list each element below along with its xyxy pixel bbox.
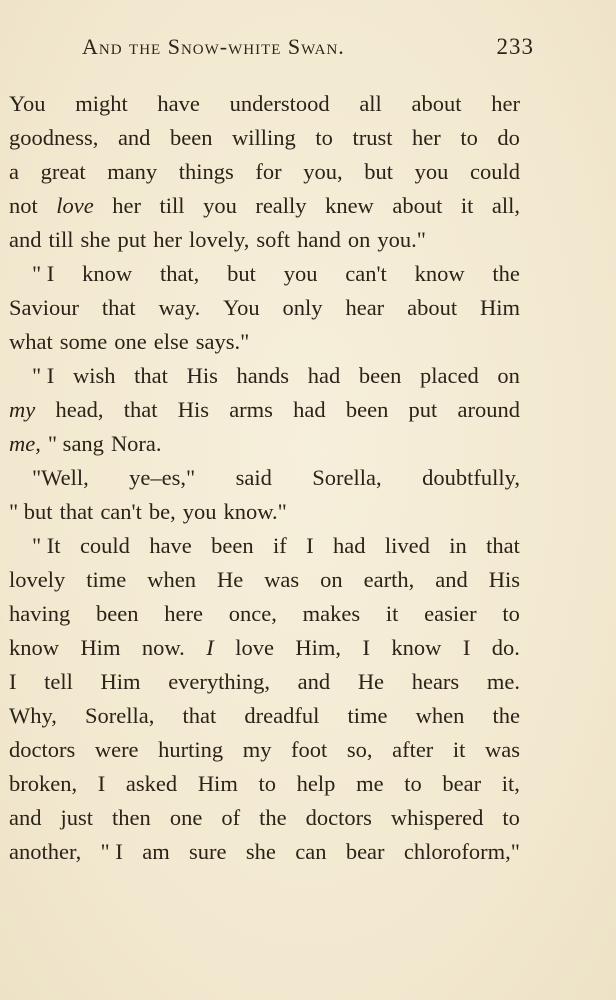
word: doctors xyxy=(9,737,76,762)
word: on xyxy=(320,567,343,592)
text-line xyxy=(9,291,520,325)
word: around xyxy=(457,397,520,422)
body-text xyxy=(9,87,520,869)
word: wish xyxy=(72,363,116,388)
word: could xyxy=(79,533,130,558)
word: ye–es," xyxy=(129,465,196,490)
word: was xyxy=(264,567,300,592)
word: been xyxy=(358,363,402,388)
word: me, xyxy=(9,431,41,456)
word: to xyxy=(502,601,520,626)
word: till xyxy=(159,193,185,218)
word: all, xyxy=(491,193,520,218)
text-line xyxy=(9,393,520,427)
word: and xyxy=(9,227,42,252)
word: lived xyxy=(384,533,430,558)
text-line xyxy=(9,87,520,121)
word: to xyxy=(460,125,478,150)
word: hear xyxy=(345,295,385,320)
word: bear xyxy=(345,839,385,864)
word: chloroform," xyxy=(403,839,520,864)
word: Saviour xyxy=(9,295,79,320)
text-line xyxy=(9,495,520,529)
word: You xyxy=(223,295,260,320)
word: of xyxy=(221,805,241,830)
word: but xyxy=(364,159,394,184)
word: about xyxy=(407,295,458,320)
word: so, xyxy=(346,737,373,762)
text-line xyxy=(9,563,520,597)
word: Sorella, xyxy=(312,465,382,490)
word: then xyxy=(112,805,151,830)
word: placed xyxy=(420,363,479,388)
word: I xyxy=(9,669,17,694)
word: to xyxy=(502,805,520,830)
word: you xyxy=(182,499,217,524)
word: only xyxy=(282,295,323,320)
word: her xyxy=(412,125,441,150)
word: great xyxy=(40,159,86,184)
word: on xyxy=(347,227,371,252)
word: when xyxy=(147,567,196,592)
word: can xyxy=(295,839,327,864)
word: about xyxy=(392,193,443,218)
text-line xyxy=(9,461,520,495)
page-number: 233 xyxy=(496,34,534,59)
word: really xyxy=(255,193,307,218)
text-line xyxy=(9,597,520,631)
word: Why, xyxy=(9,703,57,728)
word: and xyxy=(297,669,331,694)
word: in xyxy=(449,533,467,558)
word: said xyxy=(235,465,272,490)
word: Him xyxy=(80,635,121,660)
word: lovely xyxy=(9,567,66,592)
word: my xyxy=(9,397,36,422)
word: love xyxy=(56,193,94,218)
word: had xyxy=(333,533,366,558)
word: another, xyxy=(9,839,82,864)
text-line xyxy=(9,665,520,699)
word: you xyxy=(283,261,318,286)
text-line xyxy=(9,121,520,155)
word: whispered xyxy=(390,805,484,830)
word: when xyxy=(415,703,465,728)
word: all xyxy=(359,91,382,116)
text-line xyxy=(9,835,520,869)
running-head xyxy=(82,30,534,64)
word: been xyxy=(170,125,213,150)
word: she xyxy=(245,839,276,864)
word: you, xyxy=(303,159,343,184)
word: help xyxy=(296,771,336,796)
text-line xyxy=(9,155,520,189)
word: and xyxy=(435,567,468,592)
word: hand xyxy=(297,227,341,252)
word: here xyxy=(164,601,203,626)
word: arms xyxy=(229,397,273,422)
word: have xyxy=(149,533,192,558)
word: you." xyxy=(377,227,426,252)
word: some xyxy=(59,329,108,354)
text-line xyxy=(9,699,520,733)
text-line xyxy=(9,767,520,801)
word: know xyxy=(414,261,465,286)
word: dreadful xyxy=(244,703,320,728)
word: might xyxy=(75,91,128,116)
word: willing xyxy=(232,125,296,150)
word: doctors xyxy=(305,805,372,830)
word: lovely, xyxy=(189,227,250,252)
text-line xyxy=(9,359,520,393)
word: tell xyxy=(44,669,73,694)
text-line xyxy=(9,529,520,563)
word: to xyxy=(315,125,333,150)
word: love xyxy=(235,635,274,660)
word: the xyxy=(492,261,520,286)
word: foot xyxy=(291,737,328,762)
word: " I xyxy=(32,261,55,286)
word: His xyxy=(488,567,520,592)
word: I xyxy=(206,635,214,660)
word: it, xyxy=(501,771,520,796)
word: know xyxy=(391,635,442,660)
word: know." xyxy=(223,499,287,524)
word: now. xyxy=(141,635,185,660)
word: to xyxy=(404,771,422,796)
word: I xyxy=(462,635,471,660)
text-line xyxy=(9,427,520,461)
word: hands xyxy=(236,363,290,388)
word: that xyxy=(134,363,168,388)
word: asked xyxy=(125,771,178,796)
word: do. xyxy=(491,635,520,660)
word: hurting xyxy=(158,737,224,762)
word: can't xyxy=(100,499,142,524)
text-line xyxy=(9,733,520,767)
word: her xyxy=(153,227,183,252)
word: had xyxy=(307,363,341,388)
text-line xyxy=(9,801,520,835)
word: on xyxy=(497,363,520,388)
word: time xyxy=(347,703,388,728)
word: understood xyxy=(229,91,330,116)
word: it xyxy=(385,601,399,626)
word: the xyxy=(492,703,520,728)
word: you xyxy=(203,193,237,218)
word: You xyxy=(9,91,46,116)
word: I xyxy=(362,635,370,660)
word: broken, xyxy=(9,771,78,796)
text-line xyxy=(9,325,520,359)
text-line xyxy=(9,257,520,291)
word: trust xyxy=(352,125,393,150)
word: can't xyxy=(345,261,387,286)
word: put xyxy=(408,397,438,422)
word: His xyxy=(186,363,218,388)
word: things xyxy=(178,159,234,184)
word: just xyxy=(60,805,94,830)
word: Sorella, xyxy=(85,703,155,728)
word: He xyxy=(216,567,244,592)
word: easier xyxy=(424,601,477,626)
word: many xyxy=(107,159,158,184)
word: bear xyxy=(442,771,482,796)
word: not xyxy=(9,193,38,218)
word: and xyxy=(117,125,151,150)
word: " I xyxy=(100,839,123,864)
word: once, xyxy=(228,601,277,626)
word: earth, xyxy=(363,567,415,592)
text-line xyxy=(9,631,520,665)
word: was xyxy=(484,737,520,762)
word: had xyxy=(293,397,326,422)
word: soft xyxy=(256,227,291,252)
word: it xyxy=(460,193,474,218)
word: doubtfully, xyxy=(422,465,520,490)
word: her xyxy=(112,193,142,218)
word: been xyxy=(211,533,254,558)
word: about xyxy=(411,91,462,116)
word: head, xyxy=(55,397,104,422)
word: one xyxy=(169,805,203,830)
running-head-title: And the Snow-white Swan. xyxy=(82,34,345,59)
word: and xyxy=(9,805,42,830)
word: He xyxy=(357,669,385,694)
word: " It xyxy=(32,533,61,558)
word: knew xyxy=(325,193,374,218)
word: everything, xyxy=(168,669,271,694)
word: have xyxy=(157,91,200,116)
word: that, xyxy=(159,261,200,286)
word: if xyxy=(273,533,287,558)
word: having xyxy=(9,601,71,626)
text-line xyxy=(9,223,520,257)
word: my xyxy=(242,737,272,762)
word: makes xyxy=(302,601,361,626)
word: be, xyxy=(148,499,176,524)
word: Him xyxy=(479,295,520,320)
word: could xyxy=(470,159,520,184)
word: Him xyxy=(197,771,238,796)
word: one xyxy=(114,329,147,354)
word: it xyxy=(452,737,466,762)
word: were xyxy=(94,737,139,762)
word: that xyxy=(486,533,520,558)
word: the xyxy=(259,805,287,830)
word: way. xyxy=(158,295,201,320)
word: hears xyxy=(411,669,460,694)
word: says." xyxy=(195,329,250,354)
word: me. xyxy=(486,669,520,694)
word: time xyxy=(86,567,127,592)
word: been xyxy=(345,397,389,422)
word: sure xyxy=(189,839,227,864)
word: put xyxy=(117,227,147,252)
word: that xyxy=(182,703,217,728)
word: do xyxy=(497,125,520,150)
word: Him xyxy=(100,669,141,694)
word: what xyxy=(9,329,53,354)
text-line xyxy=(9,189,520,223)
word: am xyxy=(142,839,170,864)
word: Nora. xyxy=(110,431,162,456)
word: " sang xyxy=(47,431,104,456)
word: she xyxy=(80,227,111,252)
word: His xyxy=(177,397,209,422)
word: been xyxy=(96,601,139,626)
word: " I xyxy=(32,363,55,388)
word: " but xyxy=(9,499,53,524)
word: for xyxy=(255,159,282,184)
word: else xyxy=(153,329,189,354)
word: you xyxy=(414,159,449,184)
word: to xyxy=(258,771,276,796)
word: me xyxy=(356,771,384,796)
word: "Well, xyxy=(32,465,89,490)
word: that xyxy=(59,499,94,524)
word: that xyxy=(101,295,136,320)
word: goodness, xyxy=(9,125,99,150)
word: but xyxy=(227,261,256,286)
word: after xyxy=(392,737,434,762)
word: a xyxy=(9,159,19,184)
word: know xyxy=(9,635,59,660)
word: know xyxy=(82,261,133,286)
word: I xyxy=(97,771,106,796)
word: till xyxy=(48,227,74,252)
word: her xyxy=(491,91,520,116)
word: Him, xyxy=(295,635,342,660)
word: I xyxy=(306,533,314,558)
word: that xyxy=(123,397,158,422)
